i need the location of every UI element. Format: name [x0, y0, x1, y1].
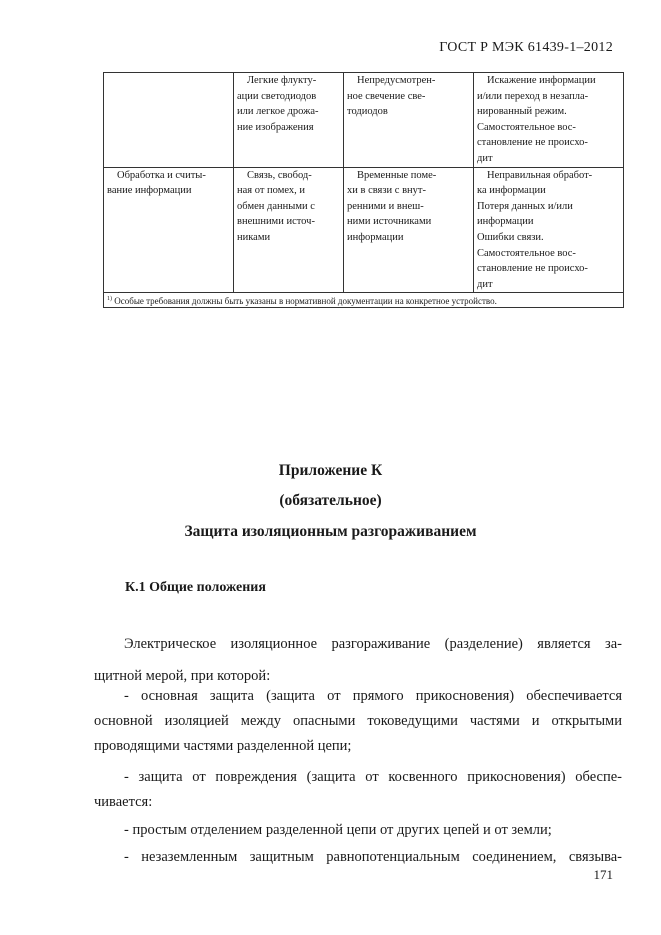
- section-title: К.1 Общие положения: [125, 580, 266, 595]
- paragraph-line: - основная защита (защита от прямого прикосновения) обеспечивается: [124, 688, 622, 704]
- cell-line: Легкие флукту-: [247, 75, 317, 86]
- continued-table: [103, 72, 624, 308]
- cell-line: ренними и внеш-: [347, 200, 424, 212]
- cell-line: Временные поме-: [357, 169, 437, 181]
- paragraph-line: Электрическое изоляционное разгораживание (разделение) является за-: [124, 636, 622, 652]
- cell-line: нированный режим.: [477, 106, 567, 118]
- cell-line: становление не происхо-: [477, 137, 588, 149]
- cell-line: обмен данными с: [237, 200, 315, 212]
- cell-line: внешними источ-: [237, 216, 315, 228]
- footnote-text: Особые требования должны быть указаны в нормативной документации на конкретное устройство.: [114, 296, 497, 307]
- table-cell: [344, 73, 474, 168]
- cell-line: Ошибки связи.: [477, 231, 544, 243]
- cell-line: Потеря данных и/или: [477, 200, 573, 212]
- cell-line: Непредусмотрен-: [357, 75, 436, 86]
- cell-line: ное свечение све-: [347, 90, 426, 102]
- cell-line: Искажение информации: [487, 75, 596, 86]
- table-cell: [474, 73, 624, 168]
- paragraph-line: основной изоляцией между опасными токоведущими частями и открытыми: [94, 713, 622, 729]
- footnote-row: [104, 293, 624, 308]
- paragraph-4: [94, 820, 622, 840]
- document-header: ГОСТ Р МЭК 61439-1–2012: [439, 40, 613, 55]
- cell-line: Самостоятельное вос-: [477, 247, 576, 259]
- cell-line: вание информации: [107, 185, 192, 197]
- annex-status: (обязательное): [279, 492, 382, 509]
- paragraph-line: - защита от повреждения (защита от косвенного прикосновения) обеспе-: [124, 769, 622, 785]
- cell-line: ации светодиодов: [237, 90, 317, 102]
- table-cell: [234, 73, 344, 168]
- footnote-marker: 1): [107, 296, 112, 303]
- paragraph-2: [94, 686, 622, 756]
- cell-line: Связь, свобод-: [247, 169, 312, 181]
- paragraph-5: [94, 847, 622, 867]
- table-cell: [474, 167, 624, 293]
- table-row: [104, 167, 624, 293]
- paragraph-line: проводящими частями разделенной цепи;: [94, 738, 352, 754]
- paragraph-line: - незаземленным защитным равнопотенциальным соединением, связыва-: [124, 849, 622, 865]
- cell-line: становление не происхо-: [477, 263, 588, 275]
- cell-line: хи в связи с внут-: [347, 185, 426, 197]
- table-row: [104, 73, 624, 168]
- paragraph-1: [94, 634, 622, 686]
- cell-line: ка информации: [477, 185, 546, 197]
- cell-line: дит: [477, 152, 493, 164]
- cell-line: Самостоятельное вос-: [477, 121, 576, 133]
- cell-line: никами: [237, 231, 271, 243]
- cell-line: дит: [477, 278, 493, 290]
- cell-line: информации: [347, 231, 404, 243]
- paragraph-line: - простым отделением разделенной цепи от других цепей и от земли;: [124, 822, 552, 838]
- cell-line: информации: [477, 216, 534, 228]
- paragraph-line: щитной мерой, при которой:: [94, 668, 271, 684]
- annex-subtitle: Защита изоляционным разгораживанием: [184, 523, 477, 540]
- cell-line: тодиодов: [347, 106, 388, 118]
- cell-line: Неправильная обработ-: [487, 169, 593, 181]
- cell-line: ние изображения: [237, 121, 314, 133]
- table-cell: [344, 167, 474, 293]
- page-number: 171: [593, 867, 613, 882]
- cell-line: и/или переход в незапла-: [477, 90, 589, 102]
- table-footnote: [104, 293, 624, 308]
- annex-title: Приложение К: [278, 462, 383, 479]
- table-cell: [104, 167, 234, 293]
- cell-line: Обработка и считы-: [117, 169, 206, 181]
- cell-line: или легкое дрожа-: [237, 106, 319, 118]
- table-cell: [104, 73, 234, 168]
- paragraph-line: чивается:: [94, 794, 153, 810]
- cell-line: ними источниками: [347, 216, 432, 228]
- table-cell: [234, 167, 344, 293]
- cell-line: ная от помех, и: [237, 185, 306, 197]
- paragraph-3: [94, 767, 622, 812]
